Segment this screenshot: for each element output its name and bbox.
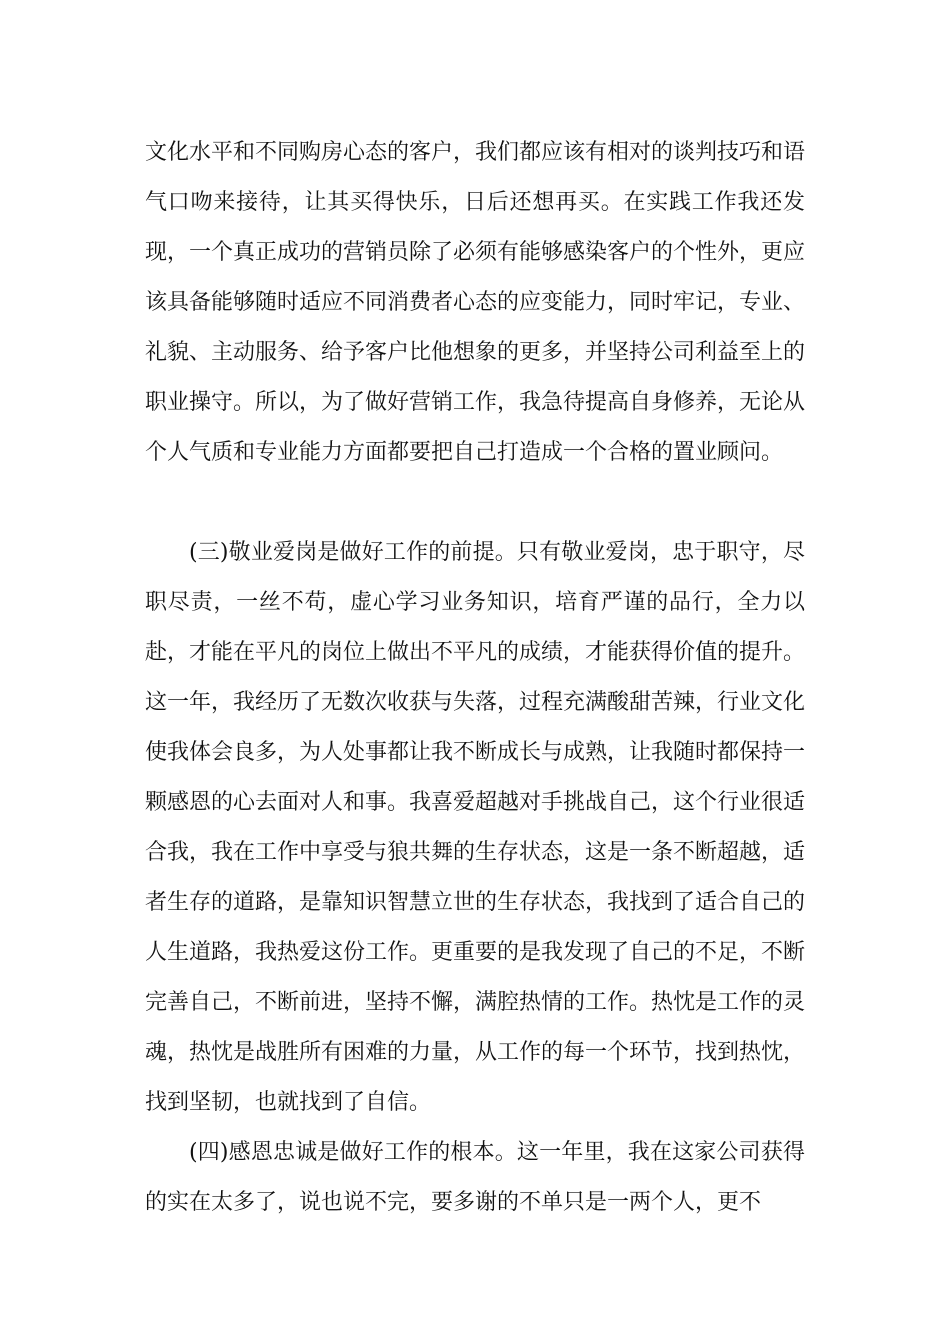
paragraph-2: (三)敬业爱岗是做好工作的前提。只有敬业爱岗，忠于职守，尽职尽责，一丝不苟，虚心学习业务知识，培育严谨的品行，全力以赴，才能在平凡的岗位上做出不平凡的成绩，才能获得价值的提升。这一年，我经历了无数次收获与失落，过程充满酸甜苦辣，行业文化使我体会良多，为人处事都让我不断成长与成熟，让我随时都保持一颗感恩的心去面对人和事。我喜爱超越对手挑战自己，这个行业很适合我，我在工作中享受与狼共舞的生存状态，这是一条不断超越，适者生存的道路，是靠知识智慧立世的生存状态，我找到了适合自己的人生道路，我热爱这份工作。更重要的是我发现了自己的不足，不断完善自己，不断前进，坚持不懈，满腔热情的工作。热忱是工作的灵魂，热忱是战胜所有困难的力量，从工作的每一个环节，找到热忱，找到坚韧，也就找到了自信。 (145, 540, 806, 1115)
paragraph-3: (四)感恩忠诚是做好工作的根本。这一年里，我在这家公司获得的实在太多了，说也说不完，要多谢的不单只是一两个人，更不 (145, 1140, 805, 1215)
paragraph-1: 文化水平和不同购房心态的客户，我们都应该有相对的谈判技巧和语气口吻来接待，让其买得快乐，日后还想再买。在实践工作我还发现，一个真正成功的营销员除了必须有能够感染客户的个性外，更应该具备能够随时适应不同消费者心态的应变能力，同时牢记，专业、礼貌、主动服务、给予客户比他想象的更多，并坚持公司利益至上的职业操守。所以，为了做好营销工作，我急待提高自身修养，无论从个人气质和专业能力方面都要把自己打造成一个合格的置业顾问。 (145, 140, 806, 465)
